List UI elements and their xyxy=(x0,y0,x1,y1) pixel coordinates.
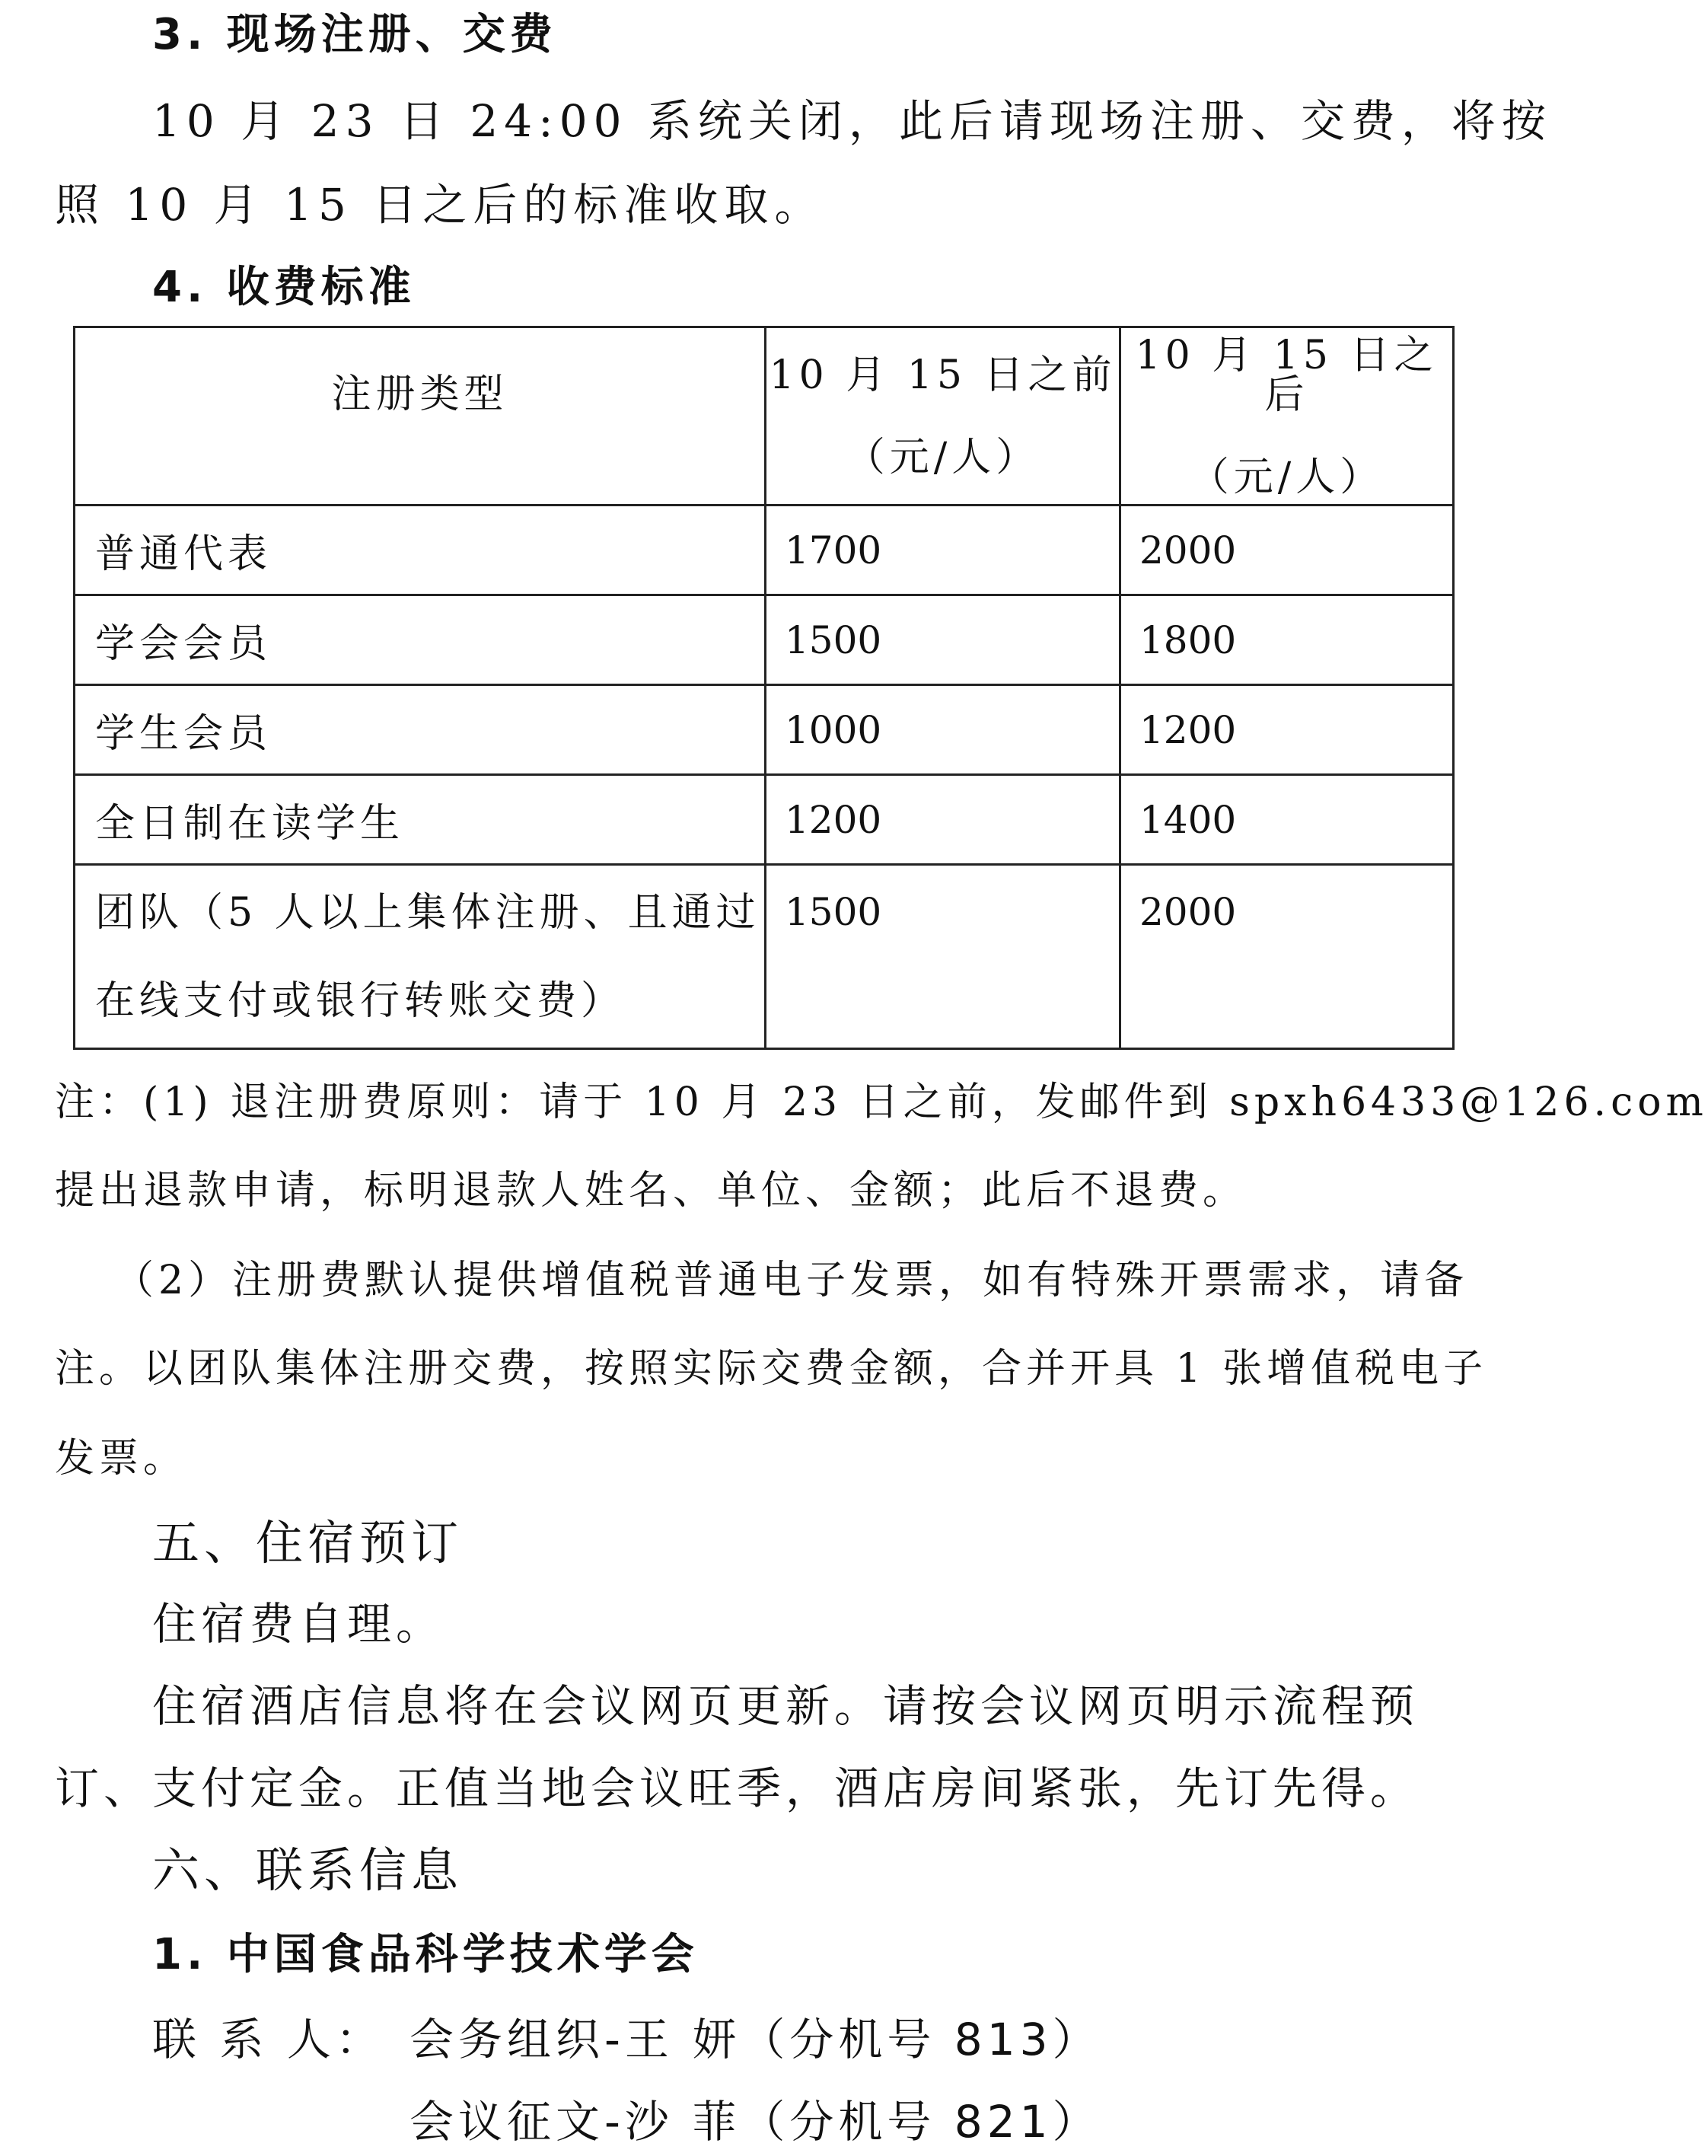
row-fee-before: 1500 xyxy=(766,865,1120,1049)
row-type: 学生会员 xyxy=(75,685,766,775)
contact-person-1: 会务组织-王 妍（分机号 813） xyxy=(409,2014,1101,2065)
note-2-line-2: 注。以团队集体注册交费，按照实际交费金额，合并开具 1 张增值税电子 xyxy=(55,1346,1488,1392)
note-2-line-3: 发票。 xyxy=(55,1436,188,1481)
note-2-line-1: （2）注册费默认提供增值税普通电子发票，如有特殊开票需求，请备 xyxy=(114,1258,1469,1303)
section-4-heading: 4. 收费标准 xyxy=(152,263,416,312)
table-row xyxy=(75,865,1454,1049)
row-fee-after: 1800 xyxy=(1120,595,1454,685)
row-type xyxy=(75,865,766,1049)
table-row xyxy=(75,775,1454,865)
header-before-oct15 xyxy=(766,327,1120,506)
section-5-line-1: 住宿费自理。 xyxy=(152,1598,445,1650)
row-fee-after: 1400 xyxy=(1120,775,1454,865)
header-after-unit: （元/人） xyxy=(1189,454,1385,500)
header-before-unit: （元/人） xyxy=(845,434,1040,480)
row-type-line-1: 团队（5 人以上集体注册、且通过 xyxy=(95,890,760,936)
row-fee-before: 1500 xyxy=(766,595,1120,685)
fee-table-header-row xyxy=(75,327,1454,506)
row-fee-after: 2000 xyxy=(1120,506,1454,595)
row-fee-after: 2000 xyxy=(1120,865,1454,1049)
section-3-line-2: 照 10 月 15 日之后的标准收取。 xyxy=(55,179,825,231)
note-1-line-1: 注：(1) 退注册费原则：请于 10 月 23 日之前，发邮件到 spxh6433@126.com xyxy=(55,1080,1708,1125)
table-row xyxy=(75,506,1454,595)
header-after-label: 10 月 15 日之后 xyxy=(1135,332,1439,418)
table-row xyxy=(75,685,1454,775)
section-5-line-2: 住宿酒店信息将在会议网页更新。请按会议网页明示流程预 xyxy=(152,1680,1420,1732)
row-type: 全日制在读学生 xyxy=(75,775,766,865)
section-6-subheading: 1. 中国食品科学技术学会 xyxy=(152,1930,699,1979)
row-fee-before: 1000 xyxy=(766,685,1120,775)
row-type: 普通代表 xyxy=(75,506,766,595)
contact-label: 联 系 人： xyxy=(152,2014,384,2065)
row-type-line-2: 在线支付或银行转账交费） xyxy=(95,978,626,1024)
row-type: 学会会员 xyxy=(75,595,766,685)
section-3-heading: 3. 现场注册、交费 xyxy=(152,10,557,59)
header-registration-type: 注册类型 xyxy=(75,327,766,506)
section-5-heading: 五、住宿预订 xyxy=(152,1515,464,1571)
row-fee-after: 1200 xyxy=(1120,685,1454,775)
header-after-oct15 xyxy=(1120,327,1454,506)
section-5-line-3: 订、支付定金。正值当地会议旺季，酒店房间紧张，先订先得。 xyxy=(55,1762,1420,1814)
header-before-label: 10 月 15 日之前 xyxy=(769,352,1117,398)
note-1-line-2: 提出退款申请，标明退款人姓名、单位、金额；此后不退费。 xyxy=(55,1168,1248,1214)
row-fee-before: 1700 xyxy=(766,506,1120,595)
contact-person-2: 会议征文-沙 菲（分机号 821） xyxy=(409,2096,1101,2148)
section-6-heading: 六、联系信息 xyxy=(152,1842,464,1898)
row-fee-before: 1200 xyxy=(766,775,1120,865)
fee-table xyxy=(73,326,1455,1050)
section-3-line-1: 10 月 23 日 24:00 系统关闭，此后请现场注册、交费，将按 xyxy=(152,95,1552,147)
table-row xyxy=(75,595,1454,685)
